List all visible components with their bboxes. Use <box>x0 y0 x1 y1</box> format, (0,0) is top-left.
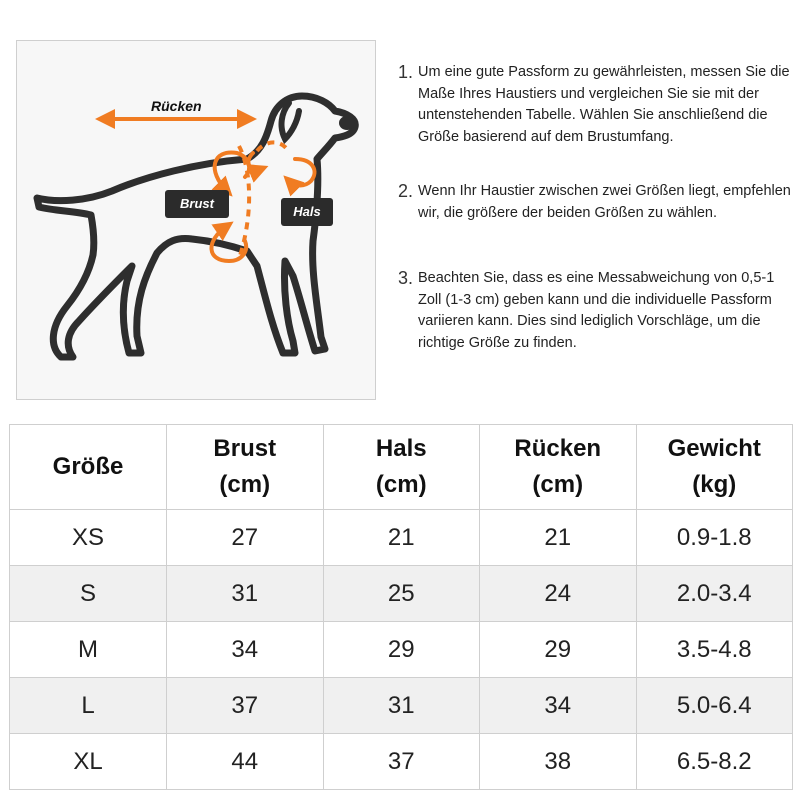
step-text: Beachten Sie, dass es eine Messabweichung von 0,5-1 Zoll (1-3 cm) geben kann und die individuelle Passform variieren kann. Dies sind lediglich Vorschläge, um die richtige Größe zu finden. <box>418 270 775 351</box>
step-text: Wenn Ihr Haustier zwischen zwei Größen liegt, empfehlen wir, die größere der beiden Größen zu wählen. <box>418 183 791 221</box>
step-number: 3. <box>398 268 414 288</box>
table-row <box>10 734 793 790</box>
chest-label-tag: Brust <box>165 190 229 218</box>
header-line: Rücken <box>514 435 602 462</box>
measurement-diagram <box>16 40 376 400</box>
header-unit: (cm) <box>219 471 271 498</box>
header-line: Gewicht <box>667 435 761 462</box>
step-text: Um eine gute Passform zu gewährleisten, messen Sie die Maße Ihres Haustiers und vergleichen Sie sie mit der untenstehenden Tabelle. Wählen Sie anschließend die Größe basierend auf dem Brustumfang. <box>418 64 790 145</box>
table-row <box>10 678 793 734</box>
instruction-step-1 <box>398 62 794 148</box>
cell-size: S <box>10 566 167 622</box>
table-row <box>10 510 793 566</box>
header-neck <box>323 425 480 510</box>
step-number: 2. <box>398 181 414 201</box>
cell-chest: 37 <box>167 678 324 734</box>
dog-nose-icon <box>339 116 355 130</box>
dog-body-outline <box>37 96 355 357</box>
table-row <box>10 622 793 678</box>
dog-ear-outline <box>282 103 299 139</box>
cell-weight: 6.5-8.2 <box>636 734 793 790</box>
cell-size: L <box>10 678 167 734</box>
cell-back: 38 <box>480 734 637 790</box>
instruction-step-2 <box>398 181 794 224</box>
cell-weight: 3.5-4.8 <box>636 622 793 678</box>
cell-back: 24 <box>480 566 637 622</box>
cell-size: M <box>10 622 167 678</box>
header-chest <box>167 425 324 510</box>
cell-weight: 0.9-1.8 <box>636 510 793 566</box>
cell-back: 21 <box>480 510 637 566</box>
cell-neck: 31 <box>323 678 480 734</box>
cell-neck: 21 <box>323 510 480 566</box>
header-weight <box>636 425 793 510</box>
header-back <box>480 425 637 510</box>
cell-weight: 2.0-3.4 <box>636 566 793 622</box>
cell-weight: 5.0-6.4 <box>636 678 793 734</box>
cell-neck: 37 <box>323 734 480 790</box>
cell-size: XS <box>10 510 167 566</box>
neck-arrow <box>289 159 314 186</box>
cell-chest: 34 <box>167 622 324 678</box>
neck-label-tag: Hals <box>281 198 333 226</box>
back-label: Rücken <box>151 98 202 114</box>
cell-back: 29 <box>480 622 637 678</box>
cell-chest: 31 <box>167 566 324 622</box>
header-unit: (kg) <box>692 471 737 498</box>
cell-neck: 29 <box>323 622 480 678</box>
header-line: Brust <box>213 435 277 462</box>
cell-size: XL <box>10 734 167 790</box>
table-row <box>10 566 793 622</box>
table-header-row <box>10 425 793 510</box>
header-line: Größe <box>52 453 124 480</box>
cell-back: 34 <box>480 678 637 734</box>
header-size <box>10 425 167 510</box>
size-chart-table <box>9 424 793 790</box>
header-unit: (cm) <box>532 471 584 498</box>
cell-chest: 44 <box>167 734 324 790</box>
instruction-step-3 <box>398 268 794 354</box>
cell-neck: 25 <box>323 566 480 622</box>
step-number: 1. <box>398 62 414 82</box>
header-line: Hals <box>375 435 427 462</box>
header-unit: (cm) <box>375 471 427 498</box>
cell-chest: 27 <box>167 510 324 566</box>
